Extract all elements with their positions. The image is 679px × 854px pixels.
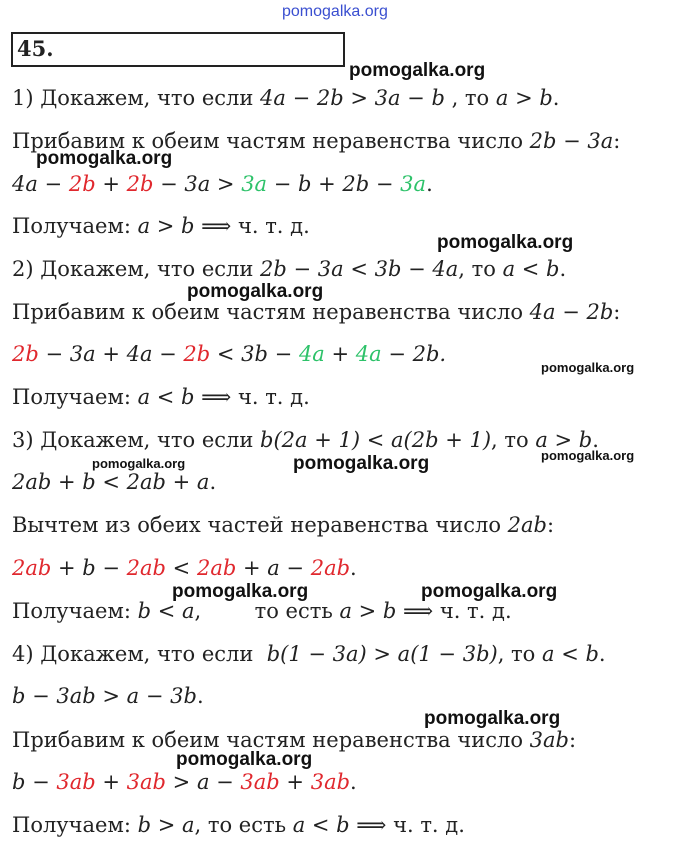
proof-line-10: 2ab + b < 2ab + a.	[12, 470, 217, 494]
proof-line-1: 1) Докажем, что если 4a − 2b > 3a − b , то a > b.	[12, 86, 560, 110]
watermark: pomogalka.org	[293, 453, 430, 474]
proof-line-5: 2) Докажем, что если 2b − 3a < 3b − 4a, то a < b.	[12, 257, 567, 281]
proof-line-4: Получаем: a > b ⟹ ч. т. д.	[12, 214, 310, 238]
proof-line-8: Получаем: a < b ⟹ ч. т. д.	[12, 385, 310, 409]
proof-line-12: 2ab + b − 2ab < 2ab + a − 2ab.	[12, 556, 357, 580]
watermark: pomogalka.org	[541, 448, 635, 463]
proof-line-16: Прибавим к обеим частям неравенства число 3ab:	[12, 728, 577, 752]
exercise-number: 45.	[17, 36, 54, 61]
watermark: pomogalka.org	[421, 581, 558, 602]
watermark: pomogalka.org	[36, 148, 173, 169]
watermark: pomogalka.org	[541, 360, 635, 375]
watermark: pomogalka.org	[176, 749, 313, 770]
proof-line-15: b − 3ab > a − 3b.	[12, 684, 204, 708]
proof-line-11: Вычтем из обеих частей неравенства число 2ab:	[12, 513, 555, 537]
watermark: pomogalka.org	[282, 3, 388, 20]
watermark: pomogalka.org	[349, 60, 486, 81]
exercise-number-box	[11, 32, 345, 67]
watermark: pomogalka.org	[187, 281, 324, 302]
watermark: pomogalka.org	[437, 232, 574, 253]
proof-line-3: 4a − 2b + 2b − 3a > 3a − b + 2b − 3a.	[12, 172, 433, 196]
proof-line-6: Прибавим к обеим частям неравенства число 4a − 2b:	[12, 300, 621, 324]
proof-line-18: Получаем: b > a, то есть a < b ⟹ ч. т. д.	[12, 813, 465, 837]
watermark: pomogalka.org	[424, 708, 561, 729]
proof-line-14: 4) Докажем, что если b(1 − 3a) > a(1 − 3b), то a < b.	[12, 642, 606, 666]
proof-line-9: 3) Докажем, что если b(2a + 1) < a(2b + 1), то a > b.	[12, 428, 599, 452]
watermark: pomogalka.org	[172, 581, 309, 602]
proof-line-17: b − 3ab + 3ab > a − 3ab + 3ab.	[12, 770, 357, 794]
proof-line-13: Получаем: b < a, то есть a > b ⟹ ч. т. д.	[12, 599, 512, 623]
proof-line-2: Прибавим к обеим частям неравенства число 2b − 3a:	[12, 129, 621, 153]
watermark: pomogalka.org	[92, 456, 186, 471]
proof-line-7: 2b − 3a + 4a − 2b < 3b − 4a + 4a − 2b.	[12, 342, 447, 366]
